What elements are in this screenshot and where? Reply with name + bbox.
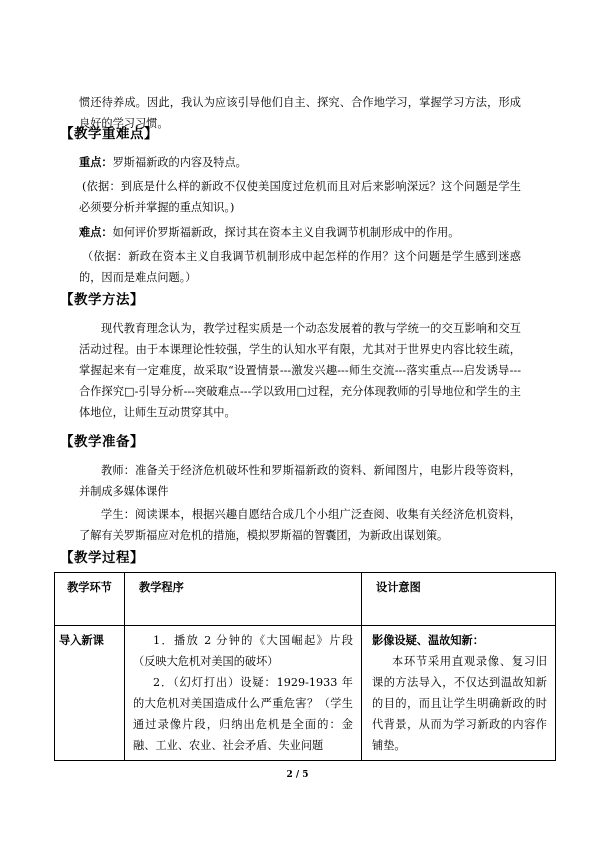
procedure-step-1: 1．播放 2 分钟的《大国崛起》片段（反映大危机对美国的破坏） [133,634,353,668]
intent-text: 本环节采用直观录像、复习旧课的方法导入，不仅达到温故知新的目的，而且让学生明确新政的时代背景，从而为学习新政的内容作铺垫。 [372,655,547,752]
stage-cell: 导入新课 [55,626,125,761]
key-point-basis: (依据：到底是什么样的新政不仅使美国度过危机而且对后来影响深远？这个问题是学生必须要分析并掌握的重点知识。) [79,180,521,214]
header-intent: 设计意图 [362,573,556,626]
preparation-teacher: 教师：准备关于经济危机破坏性和罗斯福新政的资料、新闻图片，电影片段等资料，并制成多媒体课件 [79,464,521,498]
table-header-row [55,573,556,626]
preparation-student: 学生：阅读课本，根据兴趣自愿结合成几个小组广泛查阅、收集有关经济危机资料，了解有关罗斯福应对危机的措施，模拟罗斯福的智囊团，为新政出谋划策。 [79,508,521,542]
difficulty-text: 如何评价罗斯福新政，探讨其在资本主义自我调节机制形成中的作用。 [112,226,460,239]
procedure-step-2: 2．（幻灯打出）设疑：1929-1933 年的大危机对美国造成什么严重危害？（学生通过录像片段，归纳出危机是全面的：金融、工业、农业、社会矛盾、失业问题 [133,676,353,752]
methods-paragraph: 现代教育理念认为，教学过程实质是一个动态发展着的教与学统一的交互影响和交互活动过程。由于本课理论性较强，学生的认知水平有限，尤其对于世界史内容比较生疏，掌握起来有一定难度，故采取“设置情景---激发兴趣---师生交流---落实重点---启发诱导---合作探究□-引导分析---突破难点---学以致用□过程，充分体现教师的引导地位和学生的主体地位，让师生互动贯穿其中。 [79,322,521,419]
header-stage: 教学环节 [55,573,125,626]
difficulty-basis: （依据：新政在资本主义自我调节机制形成中起怎样的作用？这个问题是学生感到迷惑的，因而是难点问题。） [79,250,521,284]
intent-title: 影像设疑、温故知新： [372,633,484,647]
key-point-line [79,152,521,173]
difficulty-label: 难点： [79,225,113,239]
procedure-cell [125,626,362,761]
table-row [55,626,556,761]
heading-process: 【教学过程】 [60,550,144,566]
header-procedure: 教学程序 [125,573,362,626]
heading-key-points: 【教学重难点】 [60,126,158,142]
intro-paragraph: 惯还待养成。因此，我认为应该引导他们自主、探究、合作地学习，掌握学习方法，形成良好的学习习惯。 [79,96,521,130]
heading-methods: 【教学方法】 [60,292,144,308]
difficulty-line [79,222,521,243]
intent-cell [362,626,556,761]
process-table [54,572,556,761]
key-point-label: 重点： [79,155,113,169]
page-number: 2 / 5 [286,770,309,780]
heading-preparation: 【教学准备】 [60,434,144,450]
key-point-text: 罗斯福新政的内容及特点。 [112,156,247,169]
